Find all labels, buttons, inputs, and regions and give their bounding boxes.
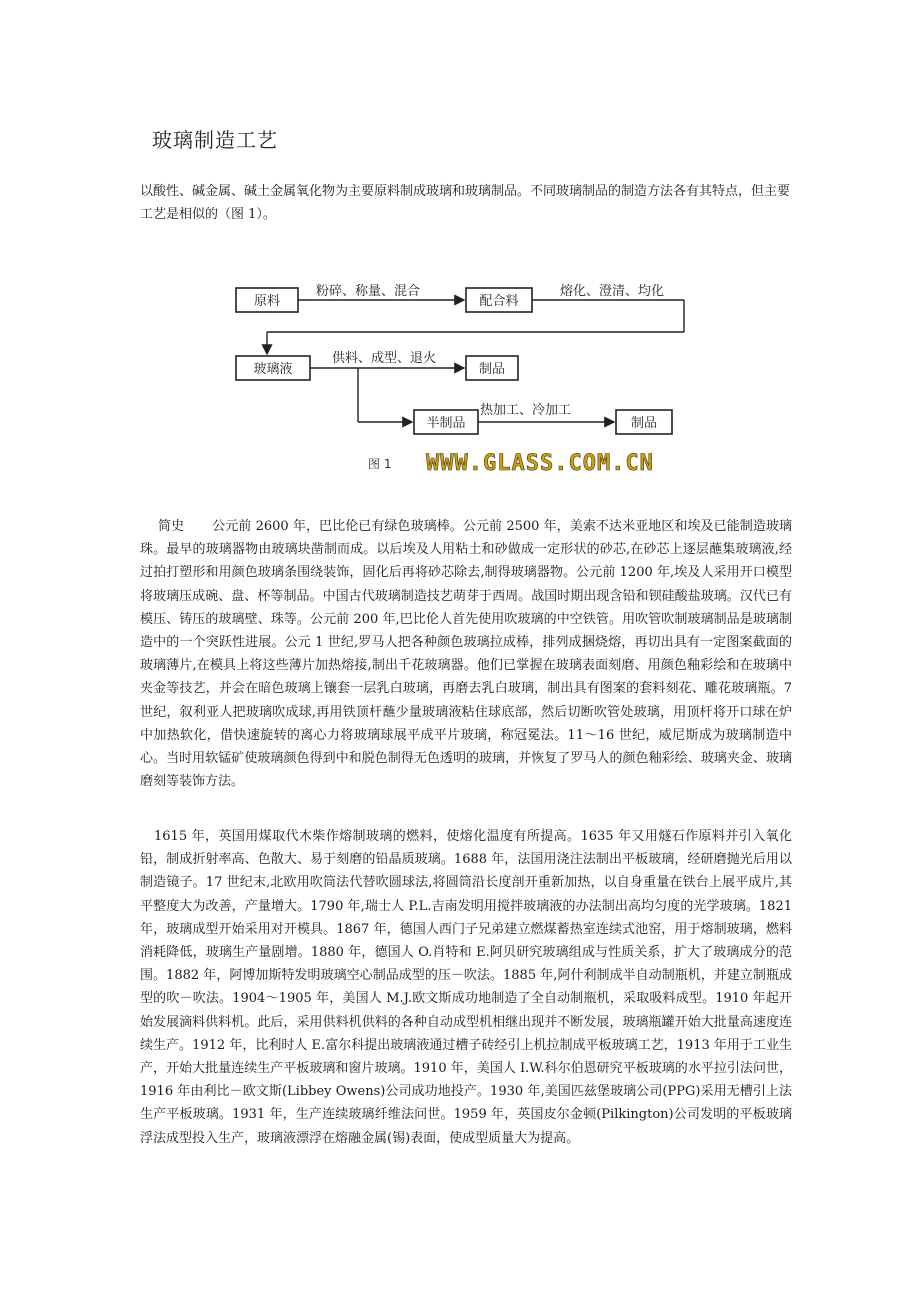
box-product-1-label: 制品 [478,362,506,377]
label-step2: 熔化、澄清、均化 [560,284,665,299]
process-flow-figure [228,276,690,480]
box-semi-product-label: 半制品 [426,416,466,431]
document-title: 玻璃制造工艺 [152,128,278,152]
intro-paragraph: 以酸性、碱金属、碱土金属氧化物为主要原料制成玻璃和玻璃制品。不同玻璃制品的制造方法各有其特点，但主要工艺是相似的（图 1）。 [140,184,791,222]
box-raw-material [236,288,298,312]
box-raw-material-label: 原料 [253,294,281,309]
box-batch [466,288,532,312]
history-heading: 简史 [158,519,185,534]
process-flow-diagram [228,276,690,480]
box-glass-melt-label: 玻璃液 [253,362,293,377]
box-product-2-label: 制品 [630,416,658,431]
figure-caption: 图 1 [368,457,392,471]
history-paragraph-2: 1615 年，英国用煤取代木柴作熔制玻璃的燃料，使熔化温度有所提高。1635 年又用燧石作原料并引入氧化铅，制成折射率高、色散大、易于刻磨的铅晶质玻璃。1688 年，法国用浇注法制出平板玻璃，经研磨抛光后用以制造镜子。17 世纪末,北欧用吹筒法代替吹圆球法,将圆筒沿长度剖开重新加热，以自身重量在铁台上展平成片,其平整度大为改善，产量增大。1790 年,瑞士人 P.L.吉南发明用搅拌玻璃液的办法制出高均匀度的光学玻璃。1821 年，玻璃成型开始采用对开模具。1867 年，德国人西门子兄弟建立燃煤蓄热室连续式池窑，用于熔制玻璃，燃料消耗降低，玻璃生产量剧增。1880 年，德国人 O.肖特和 E.阿贝研究玻璃组成与性质关系，扩大了玻璃成分的范围。1882 年，阿博加斯特发明玻璃空心制品成型的压－吹法。1885 年,阿什利制成半自动制瓶机，并建立制瓶成型的吹－吹法。1904～1905 年，美国人 M.J.欧文斯成功地制造了全自动制瓶机，采取吸料成型。1910 年起开始发展滴料供料机。此后，采用供料机供料的各种自动成型机相继出现并不断发展，玻璃瓶罐开始大批量高速度连续生产。1912 年，比利时人 E.富尔科提出玻璃液通过槽子砖经引上机拉制成平板玻璃工艺，1913 年用于工业生产，开始大批量连续生产平板玻璃和窗片玻璃。1910 年，美国人 I.W.科尔伯恩研究平板玻璃的水平拉引法问世，1916 年由利比－欧文斯(Libbey Owens)公司成功地投产。1930 年,美国匹兹堡玻璃公司(PPG)采用无槽引上法生产平板玻璃。1931 年，生产连续玻璃纤维法问世。1959 年，英国皮尔金顿(Pilkington)公司发明的平板玻璃浮法成型投入生产，玻璃液漂浮在熔融金属(锡)表面，使成型质量大为提高。 [140,829,792,1146]
label-step4: 热加工、冷加工 [480,403,572,418]
watermark-text: WWW.GLASS.COM.CN [426,451,654,476]
label-step1: 粉碎、称量、混合 [316,284,421,299]
history-paragraph-1-text: 公元前 2600 年，巴比伦已有绿色玻璃棒。公元前 2500 年，美索不达米亚地区和埃及已能制造玻璃珠。最早的玻璃器物由玻璃块凿制而成。以后埃及人用粘土和砂做成一定形状的砂芯,在砂芯上逐层蘸集玻璃液,经过拍打塑形和用颜色玻璃条围绕装饰，固化后再将砂芯除去,制得玻璃器物。公元前 1200 年,埃及人采用开口模型将玻璃压成碗、盘、杯等制品。中国古代玻璃制造技艺萌芽于西周。战国时期出现含铅和钡硅酸盐玻璃。汉代已有模压、铸压的玻璃壁、珠等。公元前 200 年,巴比伦人首先使用吹玻璃的中空铁管。用吹管吹制玻璃制品是玻璃制造中的一个突跃性进展。公元 1 世纪,罗马人把各种颜色玻璃拉成棒，排列成捆烧熔，再切出具有一定图案截面的玻璃薄片,在模具上将这些薄片加热熔接,制出千花玻璃器。他们已掌握在玻璃表面刻磨、用颜色釉彩绘和在玻璃中夹金等技艺，并会在暗色玻璃上镶套一层乳白玻璃，再磨去乳白玻璃，制出具有图案的套料刻花、雕花玻璃瓶。7 世纪，叙利亚人把玻璃吹成球,再用铁顶杆蘸少量玻璃液粘住球底部，然后切断吹管处玻璃，用顶杆将开口球在炉中加热软化，借快速旋转的离心力将玻璃球展平成平片玻璃，称冠冕法。11～16 世纪，威尼斯成为玻璃制造中心。当时用软锰矿使玻璃颜色得到中和脱色制得无色透明的玻璃，并恢复了罗马人的颜色釉彩绘、玻璃夹金、玻璃磨刻等装饰方法。 [140,519,792,790]
box-product-2 [616,410,672,434]
box-semi-product [414,410,478,434]
history-paragraph-1 [140,515,792,793]
label-step3: 供料、成型、退火 [332,351,437,366]
box-glass-melt [236,356,310,380]
box-batch-label: 配合料 [479,294,519,309]
box-product-1 [466,356,518,380]
